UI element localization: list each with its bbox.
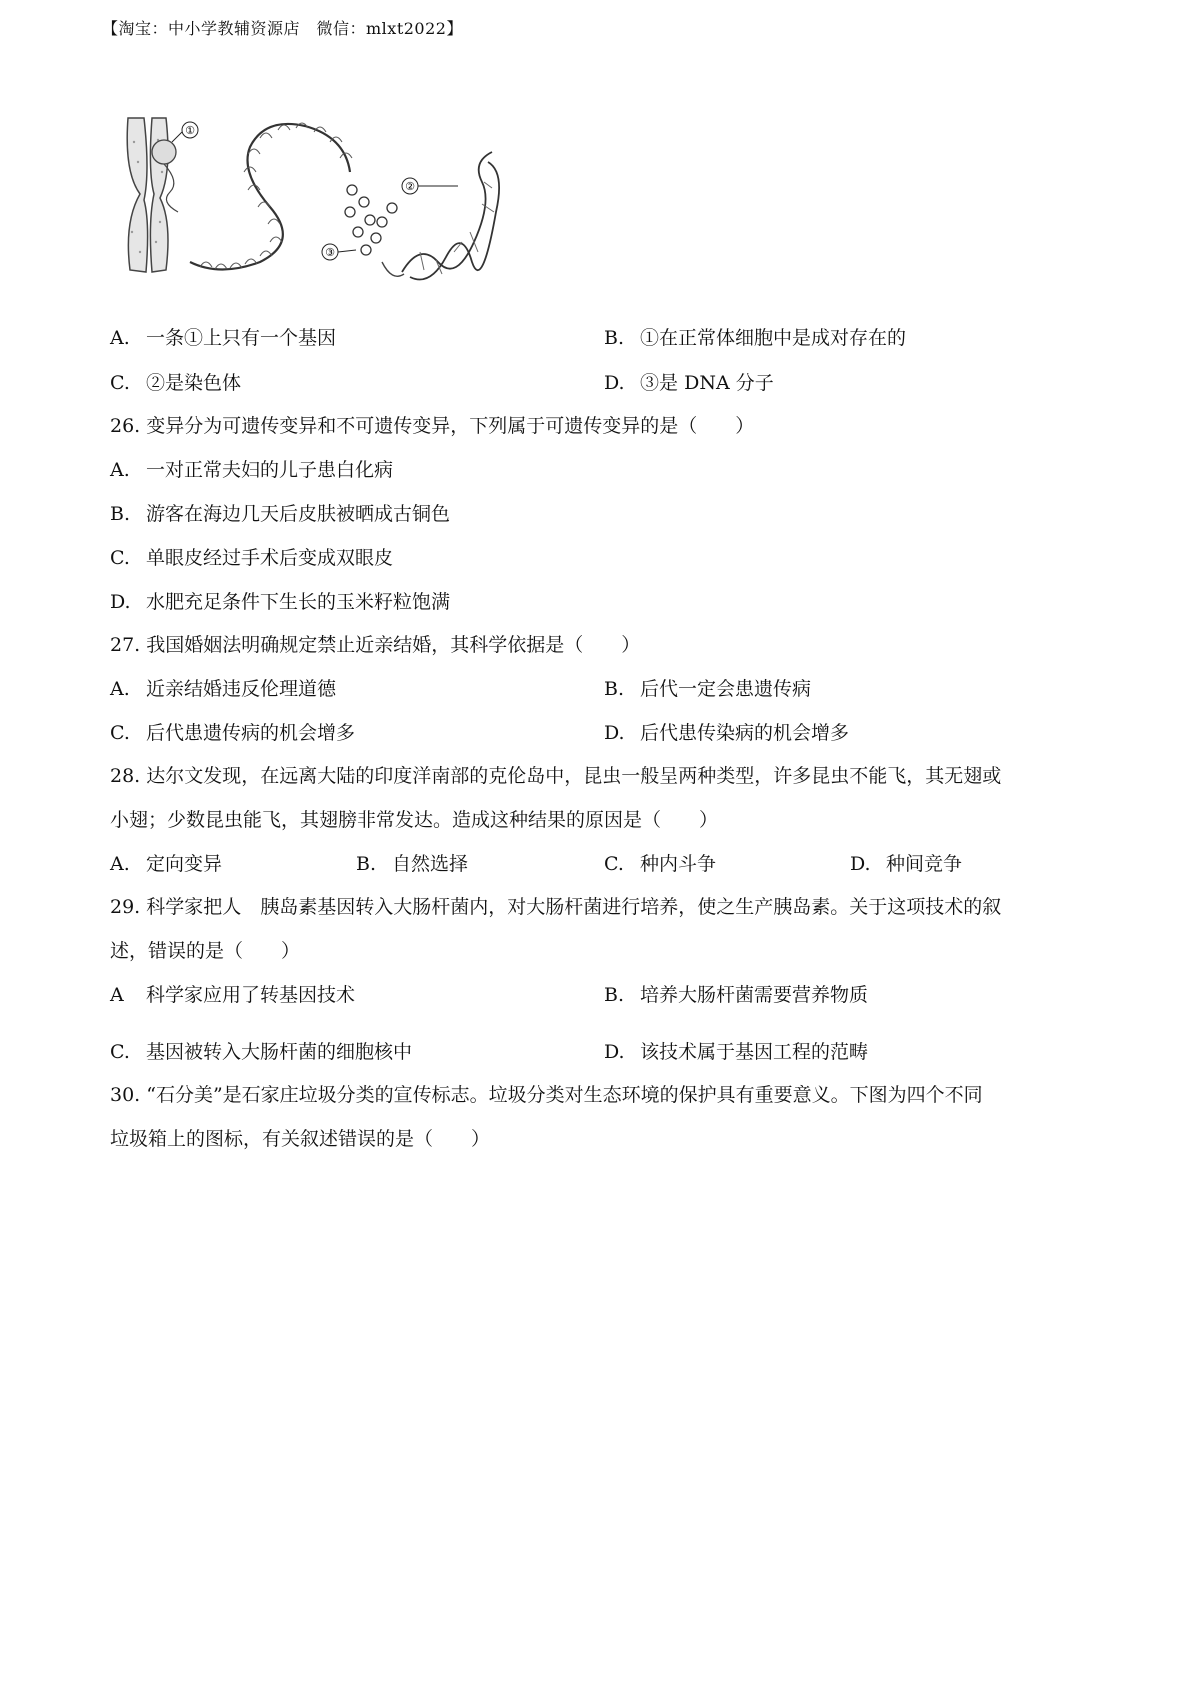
q28-option-b bbox=[356, 852, 468, 876]
q26-option-a bbox=[110, 458, 393, 482]
option-label: A. bbox=[110, 327, 130, 349]
q27-option-d bbox=[604, 721, 849, 745]
option-text: 单眼皮经过手术后变成双眼皮 bbox=[146, 547, 394, 569]
q25-option-c bbox=[110, 371, 241, 395]
q27-option-c bbox=[110, 721, 355, 745]
q28-stem-line-1: 28. 达尔文发现，在远离大陆的印度洋南部的克伦岛中，昆虫一般呈两种类型，许多昆虫不能飞，其无翅或 bbox=[110, 765, 1002, 787]
q28-option-c bbox=[604, 852, 716, 876]
option-text: 自然选择 bbox=[392, 853, 469, 875]
q27-option-b bbox=[604, 677, 811, 701]
option-text: ②是染色体 bbox=[146, 372, 242, 394]
option-text: 一条①上只有一个基因 bbox=[146, 327, 337, 349]
q28-option-d bbox=[850, 852, 962, 876]
q30-stem-line-1: 30. “石分美”是石家庄垃圾分类的宣传标志。垃圾分类对生态环境的保护具有重要意义。下图为四个不同 bbox=[110, 1084, 983, 1106]
option-label: B. bbox=[604, 327, 625, 349]
option-text: 种内斗争 bbox=[640, 853, 717, 875]
option-label: D. bbox=[604, 372, 625, 394]
q30-stem-line-2: 垃圾箱上的图标，有关叙述错误的是（ ） bbox=[110, 1128, 491, 1150]
q29-option-c bbox=[110, 1040, 412, 1064]
q26-option-b bbox=[110, 502, 450, 526]
q29-stem-line-1: 29. 科学家把人 胰岛素基因转入大肠杆菌内，对大肠杆菌进行培养，使之生产胰岛素。关于这项技术的叙 bbox=[110, 896, 1002, 918]
callout-1-label: ① bbox=[185, 124, 195, 137]
callout-2-label: ② bbox=[405, 180, 415, 193]
q26-stem: 26. 变异分为可遗传变异和不可遗传变异，下列属于可遗传变异的是（ ） bbox=[110, 415, 755, 437]
option-label: C. bbox=[604, 853, 624, 875]
q28-stem-line-2: 小翅；少数昆虫能飞，其翅膀非常发达。造成这种结果的原因是（ ） bbox=[110, 809, 719, 831]
callout-3-label: ③ bbox=[325, 246, 335, 259]
option-label: D. bbox=[604, 1041, 625, 1063]
q29-option-b bbox=[604, 983, 868, 1007]
option-label: A. bbox=[110, 459, 130, 481]
q28-option-a bbox=[110, 852, 222, 876]
option-text: 后代患遗传病的机会增多 bbox=[146, 722, 356, 744]
option-text: 该技术属于基因工程的范畴 bbox=[640, 1041, 869, 1063]
q27-option-a bbox=[110, 677, 336, 701]
option-text: 种间竞争 bbox=[886, 853, 963, 875]
option-label: A. bbox=[110, 678, 130, 700]
dna-double-helix bbox=[402, 152, 499, 280]
option-text: 近亲结婚违反伦理道德 bbox=[146, 678, 337, 700]
q25-option-b bbox=[604, 326, 906, 350]
option-text: 一对正常夫妇的儿子患白化病 bbox=[146, 459, 394, 481]
option-label: B. bbox=[604, 678, 625, 700]
q25-option-a bbox=[110, 326, 336, 350]
chromosome-dna-diagram bbox=[120, 112, 540, 302]
option-label: D. bbox=[850, 853, 871, 875]
q29-stem-line-2: 述，错误的是（ ） bbox=[110, 940, 301, 962]
q26-option-d bbox=[110, 590, 450, 614]
q29-option-d bbox=[604, 1040, 868, 1064]
magnify-circle bbox=[152, 140, 176, 164]
option-label: C. bbox=[110, 547, 130, 569]
option-label: D. bbox=[110, 591, 131, 613]
q26-option-c bbox=[110, 546, 393, 570]
option-label: A. bbox=[110, 853, 130, 875]
option-text: 基因被转入大肠杆菌的细胞核中 bbox=[146, 1041, 413, 1063]
option-label: B. bbox=[604, 984, 625, 1006]
option-text: 后代患传染病的机会增多 bbox=[640, 722, 850, 744]
option-label: D. bbox=[604, 722, 625, 744]
option-label: B. bbox=[356, 853, 377, 875]
q29-option-a bbox=[110, 983, 355, 1007]
option-text: 培养大肠杆菌需要营养物质 bbox=[640, 984, 869, 1006]
option-text: 水肥充足条件下生长的玉米籽粒饱满 bbox=[146, 591, 451, 613]
option-label: C. bbox=[110, 722, 130, 744]
page-header-watermark: 【淘宝：中小学教辅资源店 微信：mlxt2022】 bbox=[102, 19, 463, 38]
option-text: ③是 DNA 分子 bbox=[640, 372, 774, 394]
option-label: C. bbox=[110, 1041, 130, 1063]
option-label: A bbox=[110, 984, 124, 1006]
option-text: 后代一定会患遗传病 bbox=[640, 678, 812, 700]
option-text: 游客在海边几天后皮肤被晒成古铜色 bbox=[146, 503, 451, 525]
q25-option-d bbox=[604, 371, 774, 395]
option-label: C. bbox=[110, 372, 130, 394]
q27-stem: 27. 我国婚姻法明确规定禁止近亲结婚，其科学依据是（ ） bbox=[110, 634, 641, 656]
nucleosome-beads bbox=[345, 185, 397, 255]
option-text: 科学家应用了转基因技术 bbox=[146, 984, 356, 1006]
option-text: 定向变异 bbox=[146, 853, 223, 875]
option-text: ①在正常体细胞中是成对存在的 bbox=[640, 327, 907, 349]
option-label: B. bbox=[110, 503, 131, 525]
